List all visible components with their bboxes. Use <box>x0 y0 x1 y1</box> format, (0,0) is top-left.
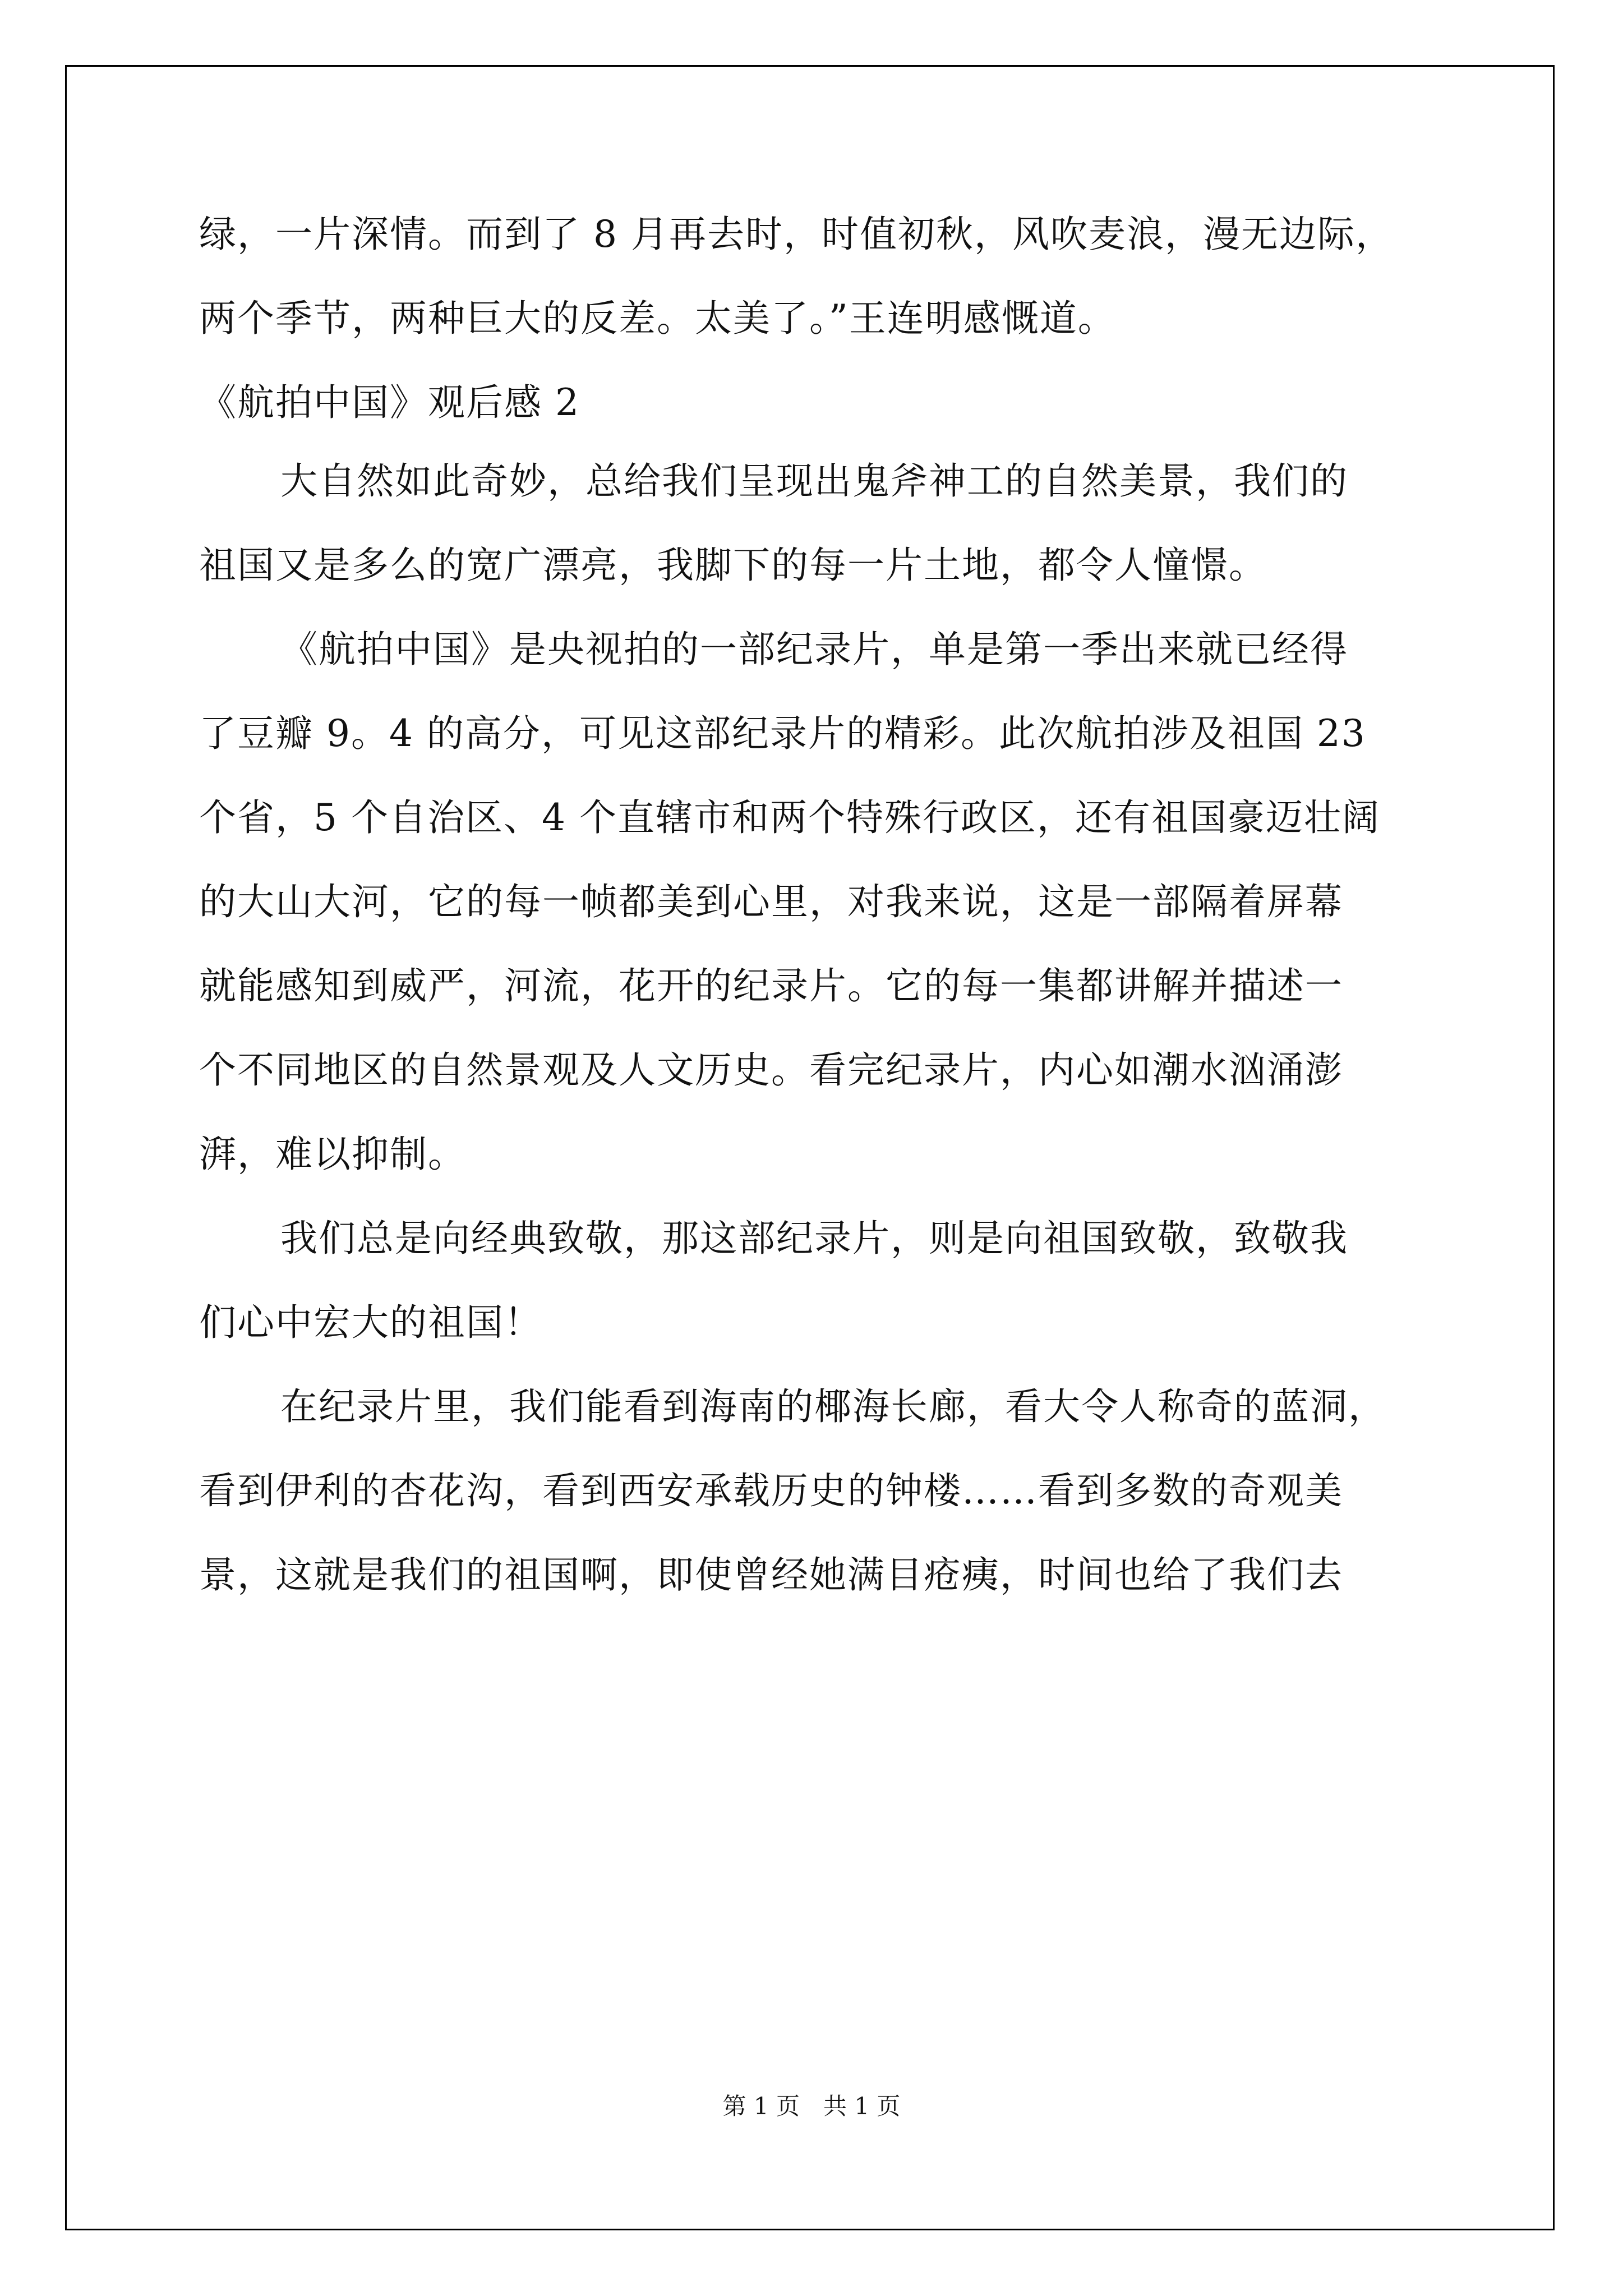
text-line: 在纪录片里，我们能看到海南的椰海长廊，看大令人称奇的蓝洞， <box>280 1385 1386 1428</box>
page-footer: 第 1 页 共 1 页 <box>722 2092 901 2120</box>
text-line: 两个季节，两种巨大的反差。太美了。”王连明感慨道。 <box>199 297 1116 340</box>
text-line: 景，这就是我们的祖国啊，即使曾经她满目疮痍，时间也给了我们去 <box>199 1553 1343 1596</box>
text-line: 看到伊利的杏花沟，看到西安承载历史的钟楼……看到多数的奇观美 <box>199 1469 1343 1512</box>
text-line: 我们总是向经典致敬，那这部纪录片，则是向祖国致敬，致敬我 <box>280 1217 1348 1260</box>
section-heading: 《航拍中国》观后感 2 <box>199 381 580 424</box>
text-line: 就能感知到威严，河流，花开的纪录片。它的每一集都讲解并描述一 <box>199 964 1343 1007</box>
text-line: 祖国又是多么的宽广漂亮，我脚下的每一片土地，都令人憧憬。 <box>199 544 1267 587</box>
text-line: 的大山大河，它的每一帧都美到心里，对我来说，这是一部隔着屏幕 <box>199 880 1343 923</box>
text-line: 《航拍中国》是央视拍的一部纪录片，单是第一季出来就已经得 <box>280 628 1348 671</box>
text-line: 们心中宏大的祖国！ <box>199 1301 542 1344</box>
text-line: 了豆瓣 9。4 的高分，可见这部纪录片的精彩。此次航拍涉及祖国 23 <box>199 712 1366 755</box>
text-line: 绿，一片深情。而到了 8 月再去时，时值初秋，风吹麦浪，漫无边际， <box>199 213 1394 256</box>
text-line: 个不同地区的自然景观及人文历史。看完纪录片，内心如潮水汹涌澎 <box>199 1048 1343 1092</box>
text-line: 湃，难以抑制。 <box>199 1133 466 1176</box>
text-line: 个省，5 个自治区、4 个直辖市和两个特殊行政区，还有祖国豪迈壮阔 <box>199 796 1380 839</box>
text-line: 大自然如此奇妙，总给我们呈现出鬼斧神工的自然美景，我们的 <box>280 459 1348 503</box>
